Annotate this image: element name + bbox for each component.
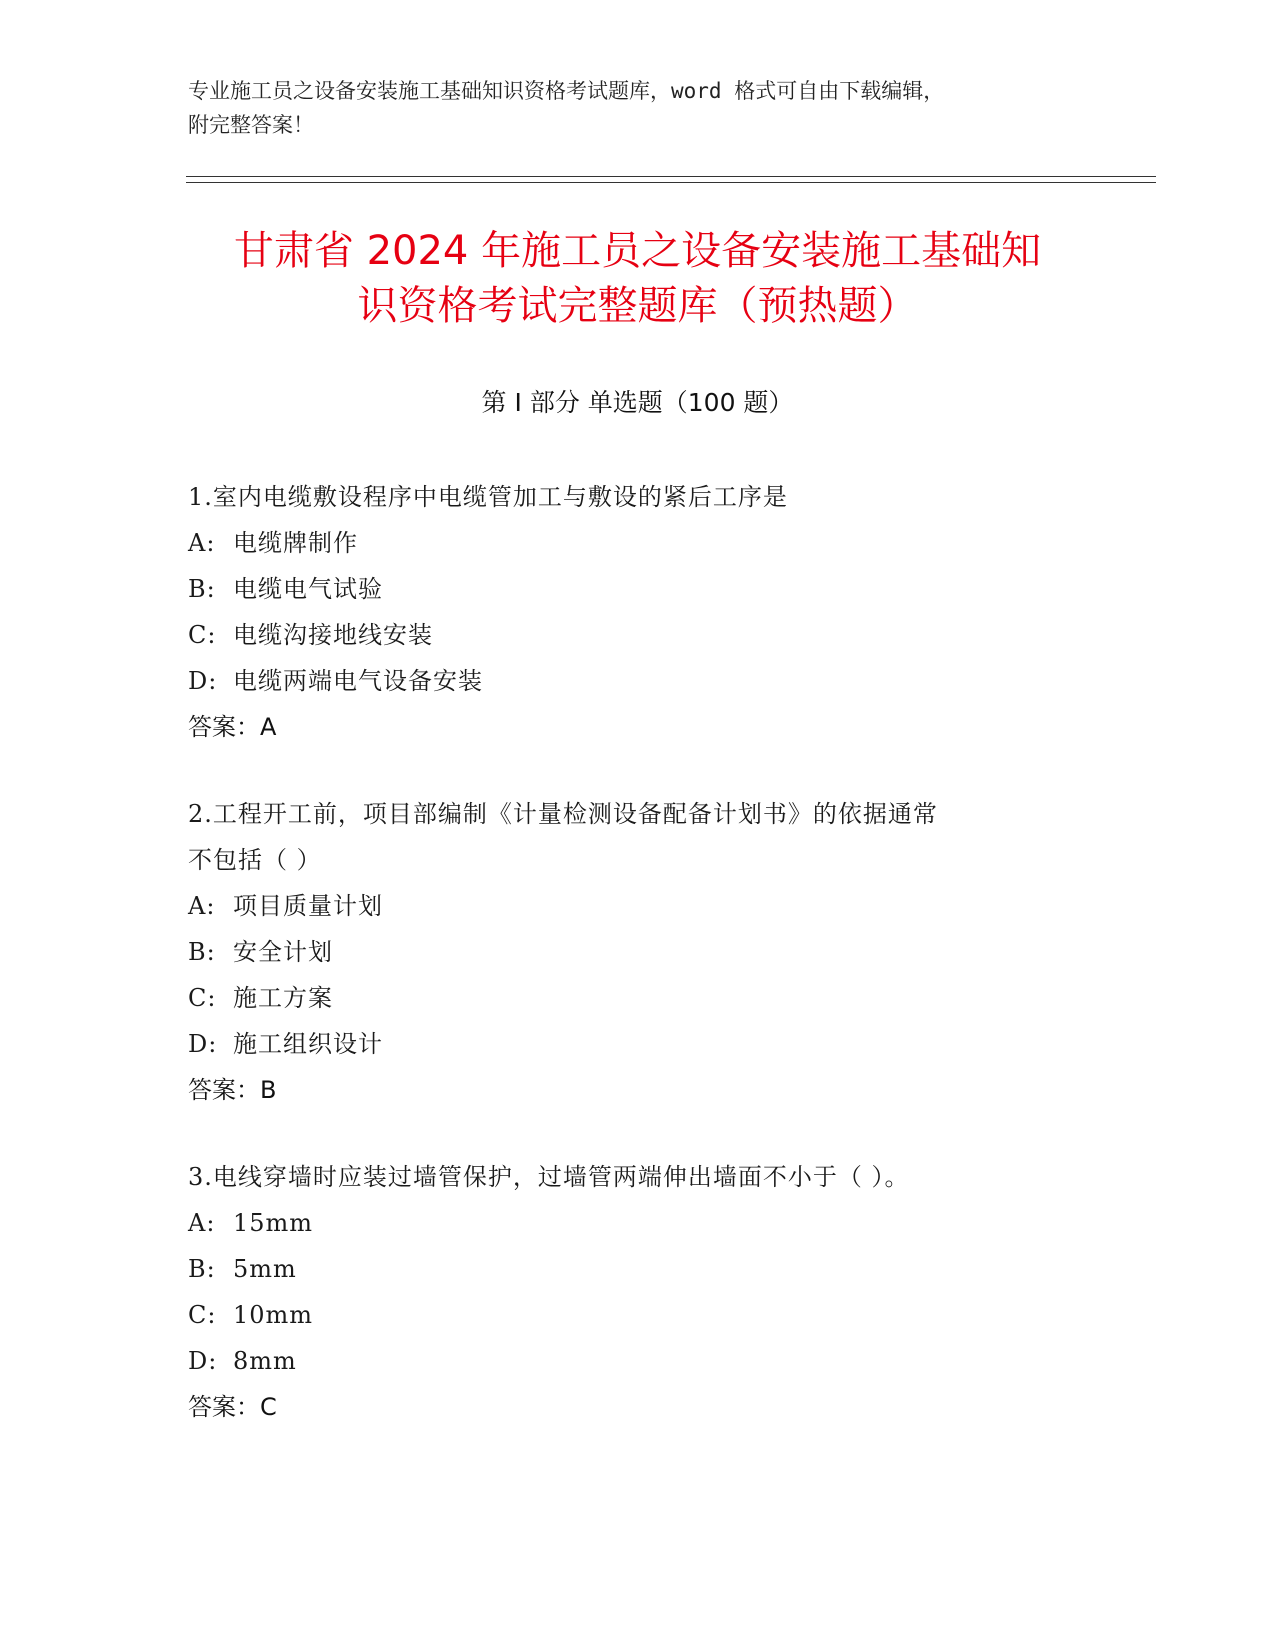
option-text: 项目质量计划 bbox=[233, 892, 383, 920]
option-key: A: bbox=[188, 892, 216, 920]
option-text: 8mm bbox=[233, 1347, 297, 1375]
question-stem: 1.室内电缆敷设程序中电缆管加工与敷设的紧后工序是 bbox=[188, 483, 788, 511]
option-key: D: bbox=[188, 1030, 218, 1058]
option-b bbox=[188, 1246, 1088, 1292]
option-d bbox=[188, 1021, 1088, 1067]
question-3 bbox=[188, 1154, 1088, 1430]
option-d bbox=[188, 1338, 1088, 1384]
option-key: B: bbox=[188, 575, 216, 603]
option-key: C: bbox=[188, 621, 217, 649]
header-divider-bottom bbox=[186, 182, 1156, 183]
document-title-line-1: 甘肃省 2024 年施工员之设备安装施工基础知 bbox=[233, 228, 1042, 274]
option-key: B: bbox=[188, 938, 216, 966]
option-key: A: bbox=[188, 529, 216, 557]
option-c bbox=[188, 975, 1088, 1021]
option-text: 电缆沟接地线安装 bbox=[233, 621, 433, 649]
option-a bbox=[188, 520, 1088, 566]
option-a bbox=[188, 1200, 1088, 1246]
option-d bbox=[188, 658, 1088, 704]
option-a bbox=[188, 883, 1088, 929]
header-note-line-2: 附完整答案！ bbox=[188, 113, 314, 137]
option-b bbox=[188, 566, 1088, 612]
option-key: D: bbox=[188, 1347, 218, 1375]
option-c bbox=[188, 1292, 1088, 1338]
header-note bbox=[188, 74, 1088, 142]
option-text: 电缆牌制作 bbox=[233, 529, 358, 557]
option-text: 安全计划 bbox=[233, 938, 333, 966]
question-list bbox=[188, 474, 1088, 1471]
option-text: 施工方案 bbox=[233, 984, 333, 1012]
option-c bbox=[188, 612, 1088, 658]
option-b bbox=[188, 929, 1088, 975]
answer-line: 答案：A bbox=[188, 713, 277, 741]
option-key: A: bbox=[188, 1209, 216, 1237]
option-text: 电缆两端电气设备安装 bbox=[233, 667, 483, 695]
option-key: C: bbox=[188, 984, 217, 1012]
option-text: 10mm bbox=[233, 1301, 314, 1329]
answer-line: 答案：B bbox=[188, 1076, 277, 1104]
question-stem: 3.电线穿墙时应装过墙管保护，过墙管两端伸出墙面不小于（ ）。 bbox=[188, 1163, 910, 1191]
header-note-line-1: 专业施工员之设备安装施工基础知识资格考试题库，word 格式可自由下载编辑， bbox=[188, 79, 945, 103]
header-divider-top bbox=[186, 176, 1156, 177]
question-stem: 2.工程开工前，项目部编制《计量检测设备配备计划书》的依据通常 bbox=[188, 800, 938, 828]
option-text: 15mm bbox=[233, 1209, 314, 1237]
option-text: 电缆电气试验 bbox=[233, 575, 383, 603]
document-title bbox=[150, 224, 1125, 334]
option-key: B: bbox=[188, 1255, 216, 1283]
option-key: C: bbox=[188, 1301, 217, 1329]
section-heading: 第 I 部分 单选题（100 题） bbox=[481, 388, 794, 417]
answer-line: 答案：C bbox=[188, 1393, 277, 1421]
option-key: D: bbox=[188, 667, 218, 695]
option-text: 5mm bbox=[233, 1255, 297, 1283]
document-title-line-2: 识资格考试完整题库（预热题） bbox=[357, 283, 918, 329]
question-stem-continued: 不包括（ ） bbox=[188, 846, 322, 874]
question-2 bbox=[188, 791, 1088, 1113]
question-1 bbox=[188, 474, 1088, 750]
option-text: 施工组织设计 bbox=[233, 1030, 383, 1058]
